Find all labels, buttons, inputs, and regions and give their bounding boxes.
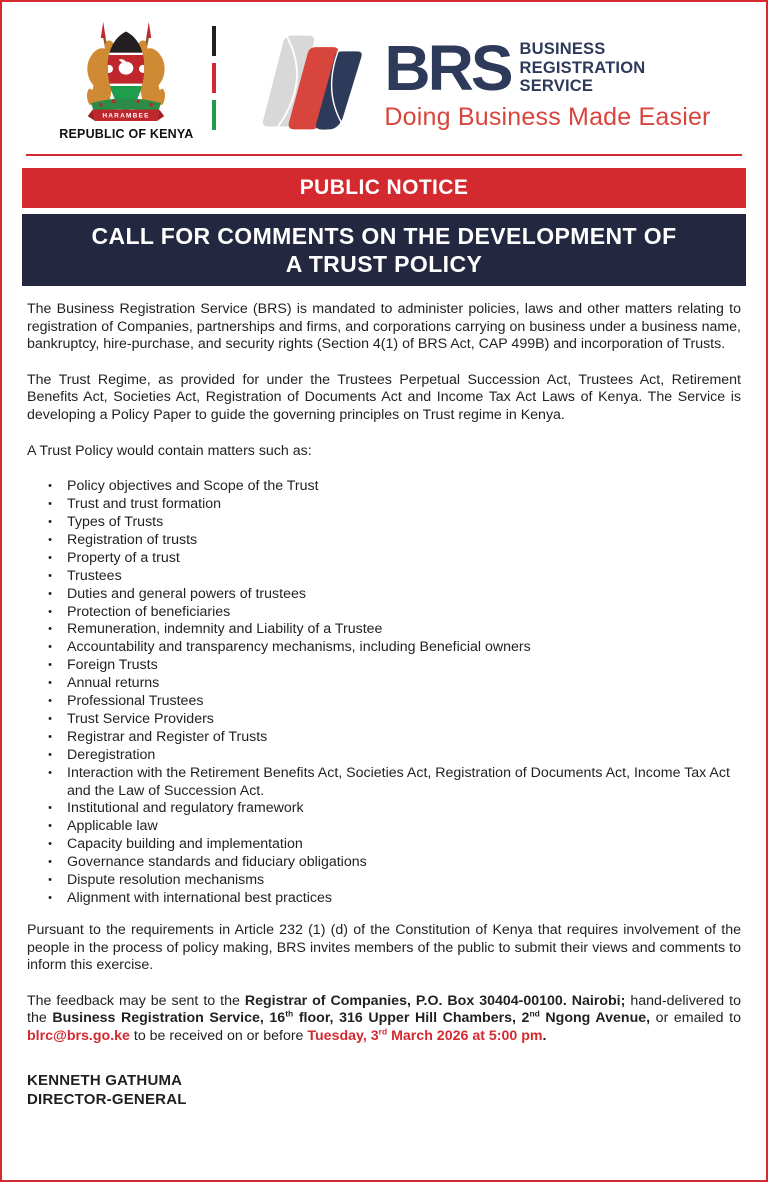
bullet-icon: • bbox=[48, 569, 52, 582]
list-item-text: Capacity building and implementation bbox=[67, 836, 303, 853]
mandate-paragraph: The Business Registration Service (BRS) is mandated to administer policies, laws and other matters relating to registration of Companies, partnerships and firms, and corporations carrying on business under a business name, bankruptcy, hire-purchase, and security rights (Section 4(1) of BRS Act, CAP 499B) and incorporation of Trusts. bbox=[27, 301, 741, 353]
bullet-icon: • bbox=[48, 533, 52, 546]
list-item-text: Governance standards and fiduciary obligations bbox=[67, 854, 367, 871]
bullet-icon: • bbox=[48, 551, 52, 564]
bullet-icon: • bbox=[48, 820, 52, 833]
text-segment: Registrar of Companies, P.O. Box 30404-00100. Nairobi; bbox=[244, 992, 626, 1009]
list-item-text: Dispute resolution mechanisms bbox=[67, 872, 265, 889]
list-item bbox=[45, 854, 741, 872]
list-item-text: Trust Service Providers bbox=[67, 710, 214, 727]
signatory-name: KENNETH GATHUMA bbox=[27, 1072, 183, 1090]
list-item-text: Annual returns bbox=[67, 675, 160, 692]
brand-tagline: Doing Business Made Easier bbox=[384, 103, 711, 132]
list-item-text: Registrar and Register of Trusts bbox=[67, 728, 268, 745]
list-item-text: Institutional and regulatory framework bbox=[67, 800, 304, 817]
harambee-banner-text: HARAMBEE bbox=[102, 112, 151, 120]
list-item-text: Duties and general powers of trustees bbox=[67, 585, 306, 602]
list-item-text: Trustees bbox=[67, 567, 122, 584]
list-item bbox=[45, 872, 741, 890]
brs-word-business: BUSINESS bbox=[519, 39, 606, 58]
list-item bbox=[45, 711, 741, 729]
bullet-icon: • bbox=[48, 677, 52, 690]
list-item-text: Registration of trusts bbox=[67, 531, 198, 548]
text-segment: rd bbox=[378, 1026, 388, 1037]
list-item-text: Protection of beneficiaries bbox=[67, 603, 231, 620]
kenya-coat-of-arms-icon bbox=[65, 20, 187, 126]
list-item bbox=[45, 747, 741, 765]
text-segment: Tuesday, 3 bbox=[307, 1027, 379, 1044]
list-item bbox=[45, 550, 741, 568]
list-item bbox=[45, 836, 741, 854]
trust-regime-paragraph: The Trust Regime, as provided for under the Trustees Perpetual Succession Act, Trustees Act, Retirement Benefits Act, Societies Act, Registration of Documents Act and Income Tax Act Laws of Kenya. The Service is developing a Policy Paper to guide the governing principles on Trust regime in Kenya. bbox=[27, 371, 741, 423]
email-link[interactable]: blrc@brs.go.ke bbox=[27, 1027, 130, 1044]
brs-word-service: SERVICE bbox=[519, 77, 594, 96]
notice-title-banner bbox=[22, 214, 746, 286]
bullet-icon: • bbox=[48, 748, 52, 761]
brand-text-block bbox=[384, 28, 710, 133]
masthead bbox=[2, 2, 766, 154]
list-item bbox=[45, 639, 741, 657]
list-item-text: Trust and trust formation bbox=[67, 496, 222, 513]
list-item-text: Foreign Trusts bbox=[67, 657, 158, 674]
bullet-icon: • bbox=[48, 695, 52, 708]
text-segment: Ngong Avenue, bbox=[539, 1010, 651, 1027]
list-item bbox=[45, 568, 741, 586]
list-intro: A Trust Policy would contain matters such as: bbox=[27, 442, 312, 459]
brs-word-registration: REGISTRATION bbox=[519, 58, 646, 77]
list-item bbox=[45, 478, 741, 496]
bullet-icon: • bbox=[48, 498, 52, 511]
bullet-icon: • bbox=[48, 802, 52, 815]
pursuant-paragraph: Pursuant to the requirements in Article 232 (1) (d) of the Constitution of Kenya that requires involvement of the people in the process of policy making, BRS invites members of the public to submit their views and comments to inform this exercise. bbox=[27, 921, 741, 974]
list-item bbox=[45, 514, 741, 532]
trust-policy-matters-list bbox=[27, 478, 741, 908]
bullet-icon: • bbox=[48, 874, 52, 887]
header-divider-rule bbox=[26, 154, 742, 156]
text-segment: nd bbox=[529, 1008, 540, 1019]
list-item-text: Applicable law bbox=[67, 818, 158, 835]
notice-body bbox=[27, 301, 741, 1109]
list-item bbox=[45, 496, 741, 514]
feedback-paragraph bbox=[27, 993, 741, 1046]
list-item bbox=[45, 604, 741, 622]
list-item bbox=[45, 621, 741, 639]
text-segment: March 2026 at 5:00 pm bbox=[387, 1027, 543, 1044]
notice-title-line2: A TRUST POLICY bbox=[285, 251, 483, 277]
separator-red-bar bbox=[212, 63, 216, 93]
separator-green-bar bbox=[212, 100, 216, 130]
bullet-icon: • bbox=[48, 480, 52, 493]
notice-title-line1: CALL FOR COMMENTS ON THE DEVELOPMENT OF bbox=[91, 223, 677, 249]
list-item bbox=[45, 586, 741, 604]
republic-of-kenya-label: REPUBLIC OF KENYA bbox=[59, 126, 194, 141]
list-item bbox=[45, 729, 741, 747]
text-segment: floor, 316 Upper Hill Chambers, 2 bbox=[293, 1010, 530, 1027]
list-item-text: Policy objectives and Scope of the Trust bbox=[67, 478, 319, 495]
bullet-icon: • bbox=[48, 641, 52, 654]
bullet-icon: • bbox=[48, 515, 52, 528]
text-segment: th bbox=[285, 1008, 294, 1019]
signature-block bbox=[27, 1071, 741, 1109]
list-item-text: Property of a trust bbox=[67, 549, 180, 566]
bullet-icon: • bbox=[48, 712, 52, 725]
list-item bbox=[45, 657, 741, 675]
text-segment: or emailed to bbox=[650, 1010, 742, 1027]
list-item bbox=[45, 693, 741, 711]
bullet-icon: • bbox=[48, 892, 52, 904]
list-item bbox=[45, 532, 741, 550]
flag-separator bbox=[212, 26, 216, 134]
brs-words bbox=[520, 40, 646, 96]
signatory-title: DIRECTOR-GENERAL bbox=[27, 1091, 187, 1109]
bullet-icon: • bbox=[48, 766, 52, 779]
bullet-icon: • bbox=[48, 587, 52, 600]
bullet-icon: • bbox=[48, 730, 52, 743]
list-item-text: Deregistration bbox=[67, 746, 156, 763]
list-item-text: Alignment with international best practices bbox=[67, 890, 332, 906]
list-item bbox=[45, 818, 741, 836]
text-segment: to be received on or before bbox=[129, 1027, 308, 1044]
text-segment: . bbox=[542, 1027, 547, 1044]
public-notice-banner: PUBLIC NOTICE bbox=[22, 168, 746, 208]
list-item bbox=[45, 890, 741, 908]
list-item bbox=[45, 800, 741, 818]
bullet-icon: • bbox=[48, 856, 52, 869]
list-item-text: Remuneration, indemnity and Liability of a Trustee bbox=[67, 621, 383, 638]
list-item-text: Interaction with the Retirement Benefits Act, Societies Act, Registration of Documents Act, Income Tax Act and the Law of Succession Act. bbox=[67, 764, 730, 799]
kenya-coat-of-arms bbox=[57, 20, 195, 141]
text-segment: The feedback may be sent to the bbox=[27, 992, 245, 1009]
list-item-text: Professional Trustees bbox=[67, 693, 204, 710]
separator-black-bar bbox=[212, 26, 216, 56]
list-item-text: Types of Trusts bbox=[67, 513, 164, 530]
list-item bbox=[45, 675, 741, 693]
text-segment: hand-delivered to the bbox=[27, 992, 741, 1027]
brs-logo-mark-icon bbox=[233, 17, 369, 143]
bullet-icon: • bbox=[48, 605, 52, 618]
bullet-icon: • bbox=[48, 838, 52, 851]
brs-acronym: BRS bbox=[384, 31, 511, 104]
bullet-icon: • bbox=[48, 659, 52, 672]
list-item-text: Accountability and transparency mechanisms, including Beneficial owners bbox=[67, 639, 531, 656]
list-item bbox=[45, 765, 741, 801]
bullet-icon: • bbox=[48, 623, 52, 636]
text-segment: Business Registration Service, 16 bbox=[52, 1010, 286, 1027]
